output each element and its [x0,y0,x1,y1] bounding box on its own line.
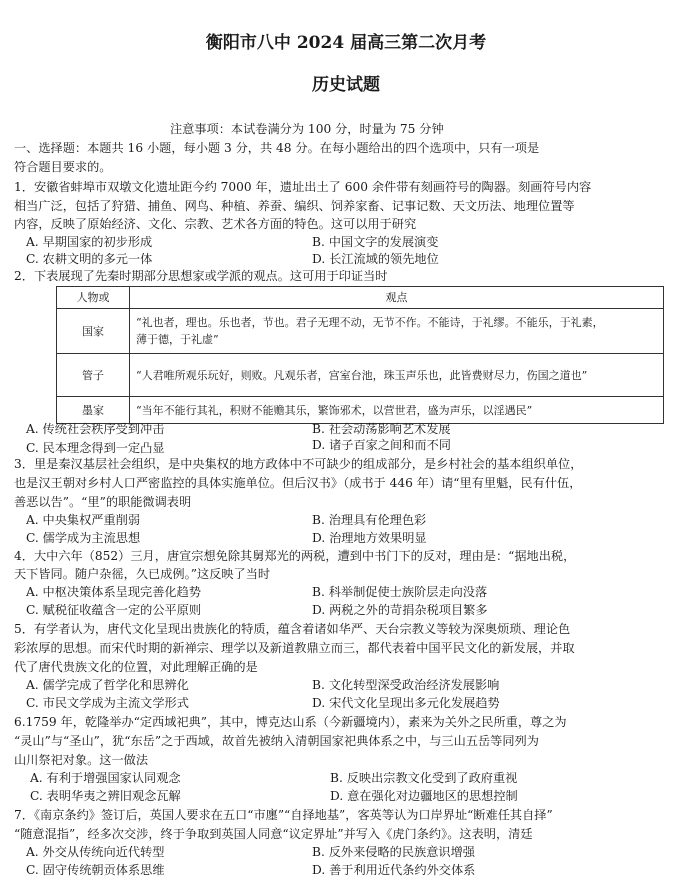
q7-stem-line2: “随意混指”，经多次交涉，终于争取到英国人同意“议定界址”并写入《虎门条约》。这表明，清廷 [14,827,533,841]
q1-option-c[interactable]: C. 农耕文明的多元一体 [26,252,153,266]
q5-stem-line2: 彩浓厚的思想。而宋代时期的新禅宗、理学以及新道教鼎立而三，都代表着中国平民文化的新发展，并取 [14,641,575,655]
q2-stem: 2．下表展现了先秦时期部分思想家或学派的观点。这可用于印证当时 [14,269,388,283]
table-row [57,397,664,424]
q5-option-a[interactable]: A. 儒学完成了哲学化和思辨化 [26,678,189,692]
q4-option-a[interactable]: A. 中枢决策体系呈现完善化趋势 [26,585,201,599]
q2-option-c[interactable]: C. 民本理念得到一定凸显 [26,441,165,455]
table-cell-text: “当年不能行其礼，积财不能赡其乐，繁饰邪术，以营世君，盛为声乐，以淫遇民” [130,397,664,424]
q5-stem-line1: 5．有学者认为，唐代文化呈现出贵族化的特质，蕴含着诸如华严、天台宗教义等较为深奥烦琐、理论色 [14,622,571,636]
q3-option-a[interactable]: A. 中央集权严重削弱 [26,513,141,527]
q5-stem-line3: 代了唐代贵族文化的位置，对此理解正确的是 [14,660,258,674]
section-instructions-line2: 符合题目要求的。 [14,160,112,174]
q4-stem-line2: 天下皆同。随户杂徭，久已成例。”这反映了当时 [14,567,271,581]
table-header-cell: 观点 [130,287,664,309]
q7-option-a[interactable]: A. 外交从传统向近代转型 [26,845,165,859]
table-cell-name: 管子 [57,354,130,397]
q7-option-c[interactable]: C. 固守传统朝贡体系思维 [26,863,165,877]
q6-stem-line2: “灵山”与“圣山”，犹“东岳”之于西域，故首先被纳入清朝国家祀典体系之中，与三山五岳等同列为 [14,734,539,748]
q1-stem-line2: 相当广泛，包括了狩猎、捕鱼、网鸟、种植、养蚕、编织、饲养家畜、记事记数、天文历法、地理位置等 [14,199,575,213]
table-header-cell: 人物或 [57,287,130,309]
q7-stem-line1: 7．《南京条约》签订后，英国人要求在五口“市廛”“自择地基”，客英等认为口岸界址“断难任其自择” [14,808,553,822]
q4-option-d[interactable]: D. 两税之外的苛捐杂税项目繁多 [312,603,488,617]
q2-option-d[interactable]: D. 诸子百家之间和而不同 [312,438,451,452]
q5-option-b[interactable]: B. 文化转型深受政治经济发展影响 [312,678,500,692]
q5-option-c[interactable]: C. 市民文学成为主流文学形式 [26,696,189,710]
section-instructions-line1: 一、选择题：本题共 16 小题，每小题 3 分，共 48 分。在每小题给出的四个选项中，只有一项是 [14,141,540,155]
table-cell-text: “人君唯所观乐玩好，则败。凡观乐者，宫室台池，珠玉声乐也，此皆费财尽力，伤国之道也” [130,354,664,397]
q1-option-a[interactable]: A. 早期国家的初步形成 [26,235,153,249]
q5-option-d[interactable]: D. 宋代文化呈现出多元化发展趋势 [312,696,500,710]
q6-option-b[interactable]: B. 反映出宗教文化受到了政府重视 [330,771,518,785]
table-cell-name: 墨家 [57,397,130,424]
q3-stem-line2: 也是汉王朝对乡村人口严密监控的具体实施单位。但后汉书》（成书于 446 年）请“里有里魁，民有什伍， [14,476,582,490]
q1-option-d[interactable]: D. 长江流域的领先地位 [312,252,439,266]
table-row [57,354,664,397]
q1-stem-line1: 1．安徽省蚌埠市双墩文化遗址距今约 7000 年，遗址出土了 600 余件带有刻画符号的陶器。刻画符号内容 [14,180,592,194]
q3-stem-line3: 善恶以告”。“里”的职能微调表明 [14,495,192,509]
q1-stem-line3: 内容，反映了原始经济、文化、宗教、艺术各方面的特色。这可以用于研究 [14,217,417,231]
table-cell-text [130,309,664,354]
q7-option-b[interactable]: B. 反外来侵略的民族意识增强 [312,845,475,859]
q2-option-b[interactable]: B. 社会动荡影响艺术发展 [312,422,451,436]
q2-option-a[interactable]: A. 传统社会秩序受到冲击 [26,422,165,436]
q1-option-b[interactable]: B. 中国文字的发展演变 [312,235,439,249]
table-cell-line: “礼也者，理也。乐也者，节也。君子无理不动，无节不作。不能诗，于礼缪。不能乐，于礼素， [136,316,604,329]
q3-option-b[interactable]: B. 治理具有伦理色彩 [312,513,427,527]
table-cell-name: 国家 [57,309,130,354]
q3-option-d[interactable]: D. 治理地方效果明显 [312,531,427,545]
exam-subject: 历史试题 [312,75,380,95]
q2-table [56,286,664,424]
q6-stem-line3: 山川祭祀对象。这一做法 [14,753,149,767]
q6-option-c[interactable]: C. 表明华夷之辨旧观念瓦解 [30,789,181,803]
q3-stem-line1: 3．里是秦汉基层社会组织，是中央集权的地方政体中不可缺少的组成部分，是乡村社会的基本组织单位， [14,457,583,471]
q6-option-d[interactable]: D. 意在强化对边疆地区的思想控制 [330,789,518,803]
q3-option-c[interactable]: C. 儒学成为主流思想 [26,531,141,545]
q6-stem-line1: 6.1759 年，乾隆举办“定西域祀典”，其中，博克达山系（今新疆境内），素来为关外之民所重，尊之为 [14,715,567,729]
q4-option-c[interactable]: C. 赋税征收蕴含一定的公平原则 [26,603,202,617]
table-header-row [57,287,664,309]
q6-option-a[interactable]: A. 有利于增强国家认同观念 [30,771,181,785]
table-row [57,309,664,354]
q7-option-d[interactable]: D. 善于利用近代条约外交体系 [312,863,476,877]
table-cell-line: 薄于德，于礼虚” [136,333,219,346]
exam-title: 衡阳市八中 2024 届高三第二次月考 [205,33,487,53]
q4-stem-line1: 4．大中六年（852）三月，唐宣宗想免除其舅郑光的两税，遭到中书门下的反对，理由是：“据地出税， [14,549,576,563]
exam-notice: 注意事项：本试卷满分为 100 分，时量为 75 分钟 [170,122,444,136]
q4-option-b[interactable]: B. 科举制促使士族阶层走向没落 [312,585,488,599]
